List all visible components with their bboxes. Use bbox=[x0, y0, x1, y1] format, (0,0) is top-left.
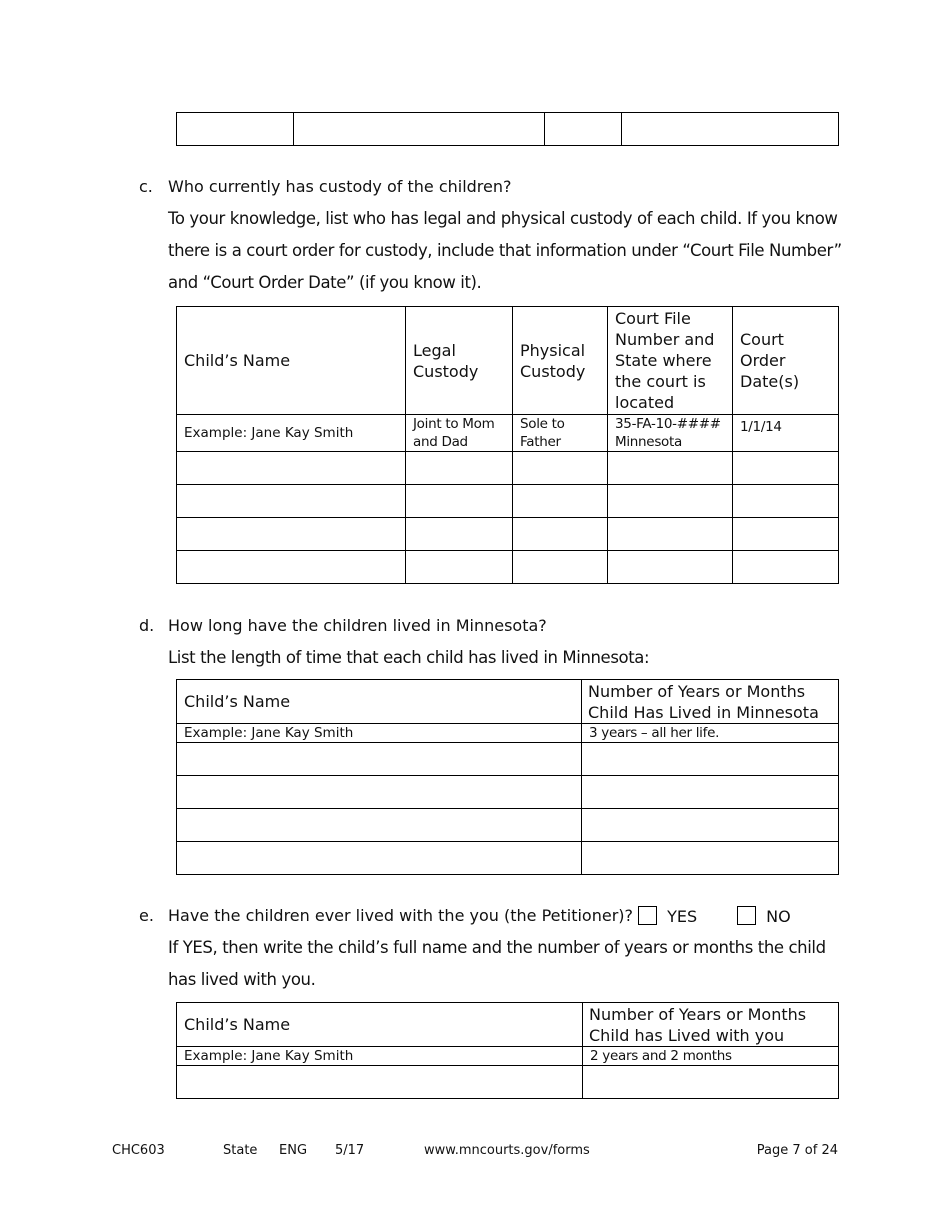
table-header-row bbox=[177, 680, 839, 724]
section-e-instructions: If YES, then write the child’s full name and the number of years or months the child has lived with you. bbox=[168, 938, 826, 989]
minnesota-residence-table bbox=[176, 679, 839, 875]
table-cell[interactable] bbox=[513, 551, 608, 584]
table-cell[interactable] bbox=[583, 1066, 839, 1099]
header-physical-custody: Physical Custody bbox=[513, 307, 608, 415]
table-row bbox=[177, 485, 839, 518]
header-childs-name: Child’s Name bbox=[177, 1003, 583, 1047]
form-code: CHC603 bbox=[112, 1143, 165, 1158]
table-cell[interactable] bbox=[177, 452, 406, 485]
table-cell[interactable] bbox=[177, 743, 582, 776]
table-cell[interactable] bbox=[582, 809, 839, 842]
section-c-letter: c. bbox=[139, 177, 153, 196]
example-name: Example: Jane Kay Smith bbox=[177, 1047, 583, 1066]
table-cell[interactable] bbox=[177, 1066, 583, 1099]
table-row bbox=[177, 743, 839, 776]
table-cell[interactable] bbox=[608, 452, 733, 485]
continued-table bbox=[176, 112, 839, 146]
footer-revision: 5/17 bbox=[335, 1143, 365, 1158]
yes-label: YES bbox=[667, 907, 698, 926]
table-row bbox=[177, 518, 839, 551]
example-row bbox=[177, 1047, 839, 1066]
no-label: NO bbox=[766, 907, 791, 926]
header-court-file-number: Court File Number and State where the court is located bbox=[608, 307, 733, 415]
page-number: Page 7 of 24 bbox=[756, 1143, 838, 1158]
example-physical: Sole to Father bbox=[513, 415, 608, 452]
table-header-row bbox=[177, 1003, 839, 1047]
table-row bbox=[177, 809, 839, 842]
table-cell[interactable] bbox=[513, 518, 608, 551]
table-cell[interactable] bbox=[177, 518, 406, 551]
section-d-question: How long have the children lived in Minnesota? bbox=[168, 616, 547, 635]
table-cell[interactable] bbox=[177, 809, 582, 842]
header-duration: Number of Years or Months Child Has Lived in Minnesota bbox=[582, 680, 839, 724]
table-row bbox=[177, 113, 839, 146]
table-row bbox=[177, 776, 839, 809]
custody-table bbox=[176, 306, 839, 584]
section-e-letter: e. bbox=[139, 906, 154, 925]
table-cell[interactable] bbox=[608, 518, 733, 551]
table-cell[interactable] bbox=[733, 551, 839, 584]
table-cell[interactable] bbox=[513, 452, 608, 485]
footer-language: ENG bbox=[279, 1143, 308, 1158]
section-e-question: Have the children ever lived with the you (the Petitioner)? bbox=[168, 906, 634, 925]
table-cell[interactable] bbox=[733, 452, 839, 485]
table-cell[interactable] bbox=[582, 776, 839, 809]
example-name: Example: Jane Kay Smith bbox=[177, 724, 582, 743]
header-duration: Number of Years or Months Child has Lived with you bbox=[583, 1003, 839, 1047]
header-childs-name: Child’s Name bbox=[177, 680, 582, 724]
table-row bbox=[177, 842, 839, 875]
table-cell[interactable] bbox=[513, 485, 608, 518]
example-file: 35-FA-10-#### Minnesota bbox=[608, 415, 733, 452]
table-cell[interactable] bbox=[733, 518, 839, 551]
table-cell[interactable] bbox=[608, 551, 733, 584]
table-cell[interactable] bbox=[294, 113, 545, 146]
header-court-order-date: Court Order Date(s) bbox=[733, 307, 839, 415]
footer-website: www.mncourts.gov/forms bbox=[424, 1143, 590, 1158]
table-cell[interactable] bbox=[582, 842, 839, 875]
table-row bbox=[177, 1066, 839, 1099]
example-duration: 3 years – all her life. bbox=[582, 724, 839, 743]
example-row bbox=[177, 724, 839, 743]
header-legal-custody: Legal Custody bbox=[406, 307, 513, 415]
yes-option bbox=[638, 906, 697, 927]
table-cell[interactable] bbox=[177, 113, 294, 146]
yes-checkbox[interactable] bbox=[638, 906, 657, 925]
section-c-question: Who currently has custody of the children? bbox=[168, 177, 512, 196]
footer-state: State bbox=[223, 1143, 258, 1158]
header-childs-name: Child’s Name bbox=[177, 307, 406, 415]
no-checkbox[interactable] bbox=[737, 906, 756, 925]
table-cell[interactable] bbox=[177, 776, 582, 809]
table-cell[interactable] bbox=[177, 551, 406, 584]
table-cell[interactable] bbox=[406, 518, 513, 551]
section-d-instructions: List the length of time that each child has lived in Minnesota: bbox=[168, 648, 650, 667]
table-cell[interactable] bbox=[545, 113, 622, 146]
table-row bbox=[177, 452, 839, 485]
section-d-letter: d. bbox=[139, 616, 155, 635]
table-cell[interactable] bbox=[406, 485, 513, 518]
table-cell[interactable] bbox=[733, 485, 839, 518]
lived-with-petitioner-table bbox=[176, 1002, 839, 1099]
example-legal: Joint to Mom and Dad bbox=[406, 415, 513, 452]
table-row bbox=[177, 551, 839, 584]
table-cell[interactable] bbox=[406, 551, 513, 584]
section-c-instructions: To your knowledge, list who has legal and physical custody of each child. If you know there is a court order for custody, include that information under “Court File Number” and “Court Order Date” (if you know it). bbox=[168, 209, 842, 292]
table-header-row bbox=[177, 307, 839, 415]
table-cell[interactable] bbox=[177, 842, 582, 875]
table-cell[interactable] bbox=[406, 452, 513, 485]
table-cell[interactable] bbox=[608, 485, 733, 518]
example-name: Example: Jane Kay Smith bbox=[177, 415, 406, 452]
table-cell[interactable] bbox=[177, 485, 406, 518]
example-date: 1/1/14 bbox=[733, 415, 839, 452]
table-cell[interactable] bbox=[622, 113, 839, 146]
table-cell[interactable] bbox=[582, 743, 839, 776]
example-duration: 2 years and 2 months bbox=[583, 1047, 839, 1066]
example-row bbox=[177, 415, 839, 452]
no-option bbox=[737, 906, 791, 927]
